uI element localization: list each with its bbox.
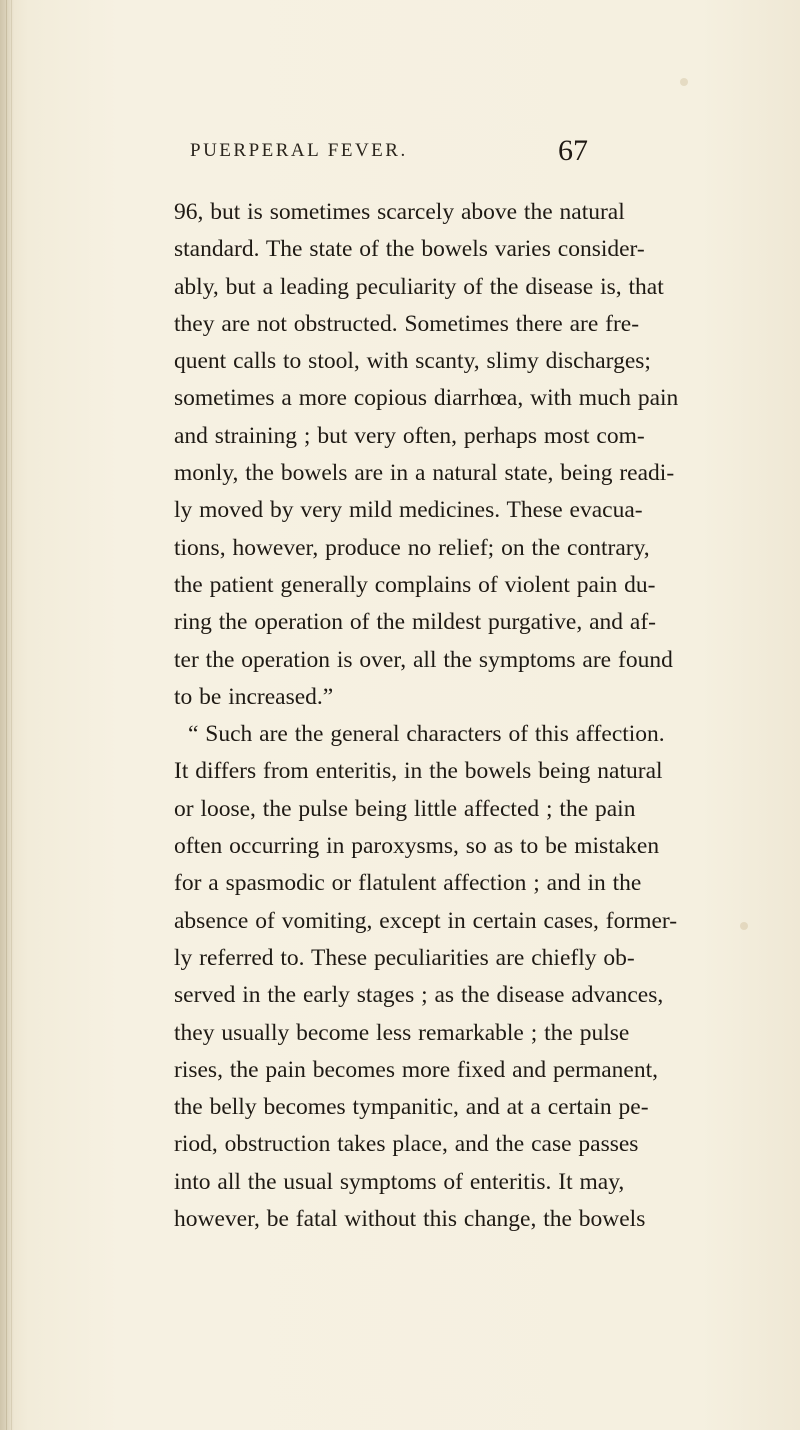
body-text — [174, 194, 679, 1238]
page-edge-line — [11, 0, 12, 1430]
text-line: quent calls to stool, with scanty, slimy discharges; — [174, 348, 651, 375]
text-line: ly moved by very mild medicines. These evacua- — [174, 497, 643, 524]
text-line: often occurring in paroxysms, so as to be mistaken — [174, 833, 660, 860]
page-header — [0, 134, 800, 170]
page-number: 67 — [558, 134, 588, 167]
text-line: the belly becomes tympanitic, and at a certain pe- — [174, 1094, 649, 1121]
text-line: 96, but is sometimes scarcely above the natural — [174, 199, 625, 225]
text-line: the patient generally complains of violent pain du- — [174, 571, 656, 598]
text-line: ter the operation is over, all the symptoms are found — [174, 646, 673, 673]
text-line: rises, the pain becomes more fixed and permanent, — [174, 1056, 659, 1083]
text-line: absence of vomiting, except in certain cases, former- — [174, 907, 678, 934]
text-line: tions, however, produce no relief; on the contrary, — [174, 534, 650, 561]
text-line: however, be fatal without this change, the bowels — [174, 1206, 646, 1233]
running-head: PUERPERAL FEVER. — [190, 140, 408, 161]
text-line: to be increased.” — [174, 683, 334, 710]
text-line: standard. The state of the bowels varies consider- — [174, 236, 645, 263]
text-line: they are not obstructed. Sometimes there are fre- — [174, 310, 640, 337]
text-line: and straining ; but very often, perhaps most com- — [174, 422, 645, 449]
paper-stain — [680, 78, 688, 86]
text-line: into all the usual symptoms of enteritis. It may, — [174, 1168, 625, 1195]
paper-stain — [740, 922, 748, 930]
text-line: ably, but a leading peculiarity of the disease is, that — [174, 273, 664, 300]
text-line: or loose, the pulse being little affected ; the pain — [174, 795, 636, 822]
text-line: sometimes a more copious diarrhœa, with much pain — [174, 385, 679, 412]
text-line: riod, obstruction takes place, and the case passes — [174, 1131, 639, 1158]
text-line: It differs from enteritis, in the bowels being natural — [174, 758, 663, 785]
text-line: served in the early stages ; as the disease advances, — [174, 982, 664, 1009]
text-line: ring the operation of the mildest purgative, and af- — [174, 609, 656, 636]
text-line: “ Such are the general characters of this affection. — [188, 721, 665, 748]
text-line: ly referred to. These peculiarities are chiefly ob- — [174, 944, 635, 971]
text-line: they usually become less remarkable ; the pulse — [174, 1019, 630, 1046]
text-line: monly, the bowels are in a natural state, being readi- — [174, 460, 675, 487]
page-edge-line — [6, 0, 7, 1430]
text-line: for a spasmodic or flatulent affection ; and in the — [174, 870, 642, 897]
